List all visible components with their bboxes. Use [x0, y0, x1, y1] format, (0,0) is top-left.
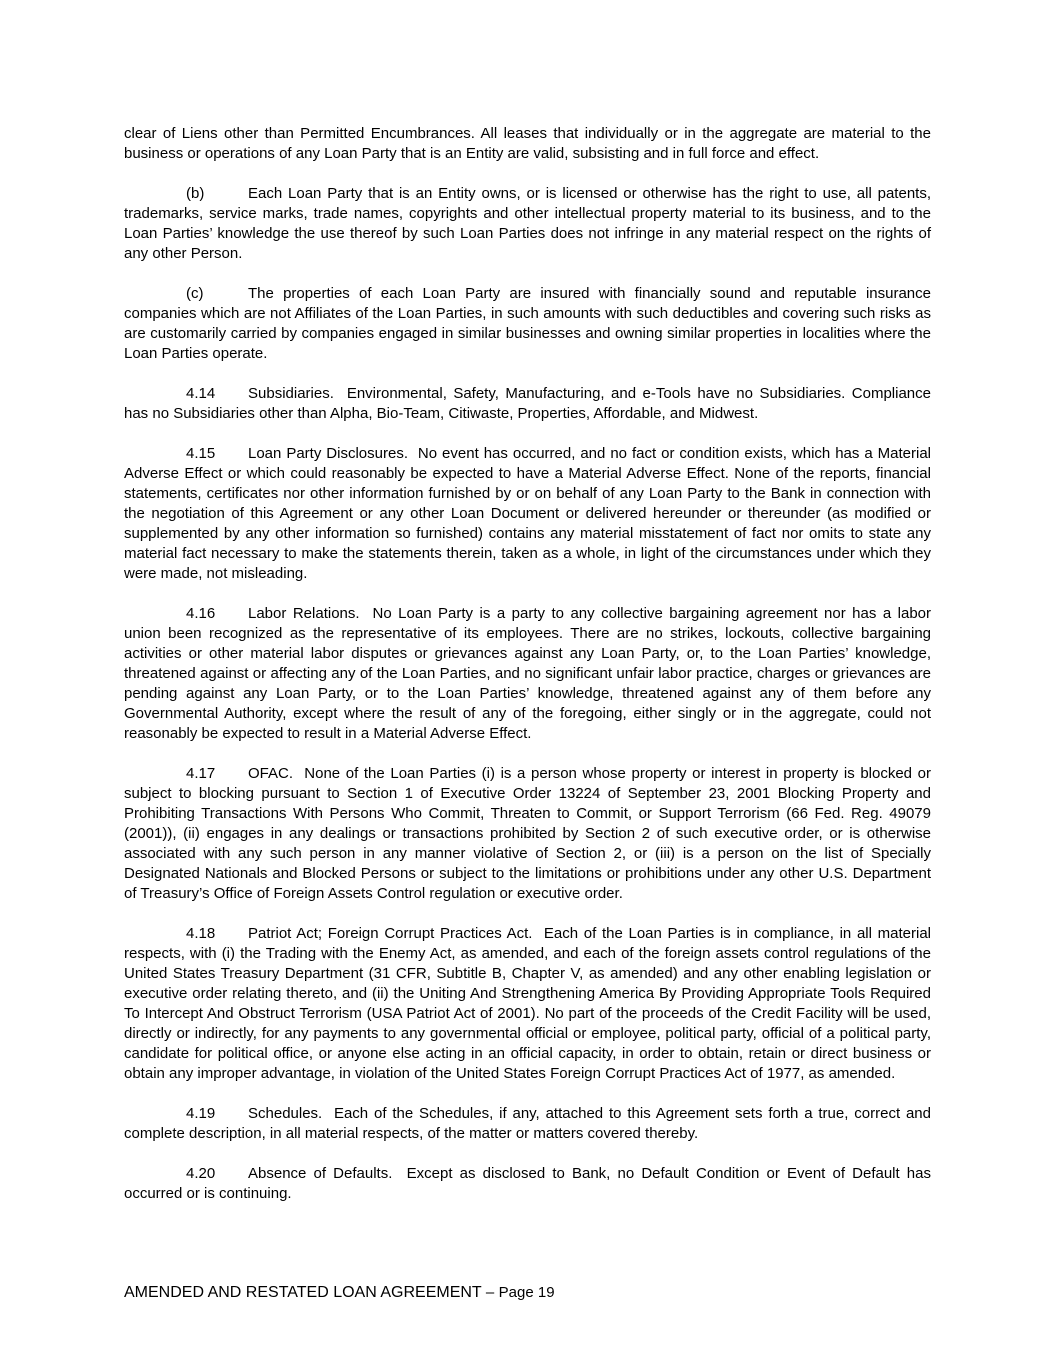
section-text: Each of the Loan Parties is in compliance, in all material respects, with (i) the Trading with the Enemy Act, as amended, and each of the foreign assets control regulations of the United States Treasury Department (31 CFR, Subtitle B, Chapter V, as amended) and any other enabling legislation or executive order relating thereto, and (ii) the Uniting And Strengthening America By Providing Appropriate Tools Required To Intercept And Obstruct Terrorism (USA Patriot Act of 2001). No part of the proceeds of the Credit Facility will be used, directly or indirectly, for any payments to any governmental official or employee, political party, official of a political party, candidate for political office, or anyone else acting in an official capacity, in order to obtain, retain or direct business or obtain any improper advantage, in violation of the United States Foreign Corrupt Practices Act of 1977, as amended. — [124, 925, 932, 1082]
section-number: 4.16 — [186, 605, 216, 622]
section-text: No Loan Party is a party to any collective bargaining agreement nor has a labor union been recognized as the representative of its employees. There are no strikes, lockouts, collective bargaining activities or other material labor disputes or grievances against any Loan Party, or, to the Loan Parties’ knowledge, threatened against or affecting any of the Loan Parties, and no significant unfair labor practice, charges or grievances are pending against any Loan Party, or to the Loan Parties’ knowledge, threatened against any of them before any Governmental Authority, except where the result of any of the foregoing, either singly or in the aggregate, could not reasonably be expected to result in a Material Adverse Effect. — [124, 605, 932, 742]
section-c — [124, 284, 931, 364]
section-heading: Loan Party Disclosures. — [248, 445, 408, 462]
continuation-paragraph: clear of Liens other than Permitted Encumbrances. All leases that individually or in the aggregate are material to the business or operations of any Loan Party that is an Entity are valid, subsisting and in full force and effect. — [124, 125, 931, 162]
section-4-20 — [124, 1164, 931, 1204]
section-text: No event has occurred, and no fact or condition exists, which has a Material Adverse Effect or which could reasonably be expected to have a Material Adverse Effect. None of the reports, financial statements, certificates nor other information furnished by or on behalf of any Loan Party to the Bank in connection with the negotiation of this Agreement or any other Loan Document or delivered hereunder or thereunder (as modified or supplemented by any other information so furnished) contains any material misstatement of fact nor omits to state any material fact necessary to make the statements therein, taken as a whole, in light of the circumstances under which they were made, not misleading. — [124, 445, 931, 582]
section-4-16 — [124, 604, 931, 744]
section-heading: Patriot Act; Foreign Corrupt Practices Act. — [248, 925, 533, 942]
section-4-18 — [124, 924, 931, 1084]
footer-separator: – — [485, 1284, 495, 1301]
page-footer — [124, 1283, 555, 1303]
section-text: Each Loan Party that is an Entity owns, or is licensed or otherwise has the right to use, all patents, trademarks, service marks, trade names, copyrights and other intellectual property material to its business, and to the Loan Parties’ knowledge the use thereof by such Loan Parties does not infringe in any material respect on the rights of any other Person. — [124, 185, 931, 262]
section-text: None of the Loan Parties (i) is a person whose property or interest in property is blocked or subject to blocking pursuant to Section 1 of Executive Order 13224 of September 23, 2001 Blocking Property and Prohibiting Transactions With Persons Who Commit, Threaten to Commit, or Support Terrorism (66 Fed. Reg. 49079 (2001)), (ii) engages in any dealings or transactions prohibited by Section 2 of such executive order, or is otherwise associated with any such person in any manner violative of Section 2, or (iii) is a person on the list of Specially Designated Nationals and Blocked Persons or subject to the limitations or prohibitions under any other U.S. Department of Treasury’s Office of Foreign Assets Control regulation or executive order. — [124, 765, 931, 902]
footer-title: AMENDED AND RESTATED LOAN AGREEMENT — [124, 1284, 482, 1301]
section-heading: Subsidiaries. — [248, 385, 334, 402]
section-text: Environmental, Safety, Manufacturing, and e-Tools have no Subsidiaries. Compliance has no Subsidiaries other than Alpha, Bio-Team, Citiwaste, Properties, Affordable, and Midwest. — [124, 385, 931, 422]
section-number: 4.18 — [186, 925, 216, 942]
section-number: 4.15 — [186, 445, 216, 462]
document-body — [124, 124, 931, 1204]
section-text: Each of the Schedules, if any, attached to this Agreement sets forth a true, correct and complete description, in all material respects, of the matter or matters covered thereby. — [124, 1105, 931, 1142]
section-number: 4.14 — [186, 385, 216, 402]
section-heading: Schedules. — [248, 1105, 323, 1122]
section-4-14 — [124, 384, 931, 424]
section-text: Except as disclosed to Bank, no Default Condition or Event of Default has occurred or is continuing. — [124, 1165, 931, 1202]
section-number: (b) — [186, 185, 205, 202]
section-b — [124, 184, 931, 264]
page-number: Page 19 — [498, 1284, 555, 1301]
section-text: The properties of each Loan Party are insured with financially sound and reputable insurance companies which are not Affiliates of the Loan Parties, in such amounts with such deductibles and covering such risks as are customarily carried by companies engaged in similar businesses and owning similar properties in localities where the Loan Parties operate. — [124, 285, 931, 362]
section-4-15 — [124, 444, 931, 584]
section-heading: OFAC. — [248, 765, 294, 782]
section-4-19 — [124, 1104, 931, 1144]
section-heading: Absence of Defaults. — [248, 1165, 393, 1182]
section-heading: Labor Relations. — [248, 605, 360, 622]
section-4-17 — [124, 764, 931, 904]
section-number: (c) — [186, 285, 204, 302]
section-number: 4.20 — [186, 1165, 216, 1182]
section-number: 4.17 — [186, 765, 216, 782]
section-number: 4.19 — [186, 1105, 216, 1122]
